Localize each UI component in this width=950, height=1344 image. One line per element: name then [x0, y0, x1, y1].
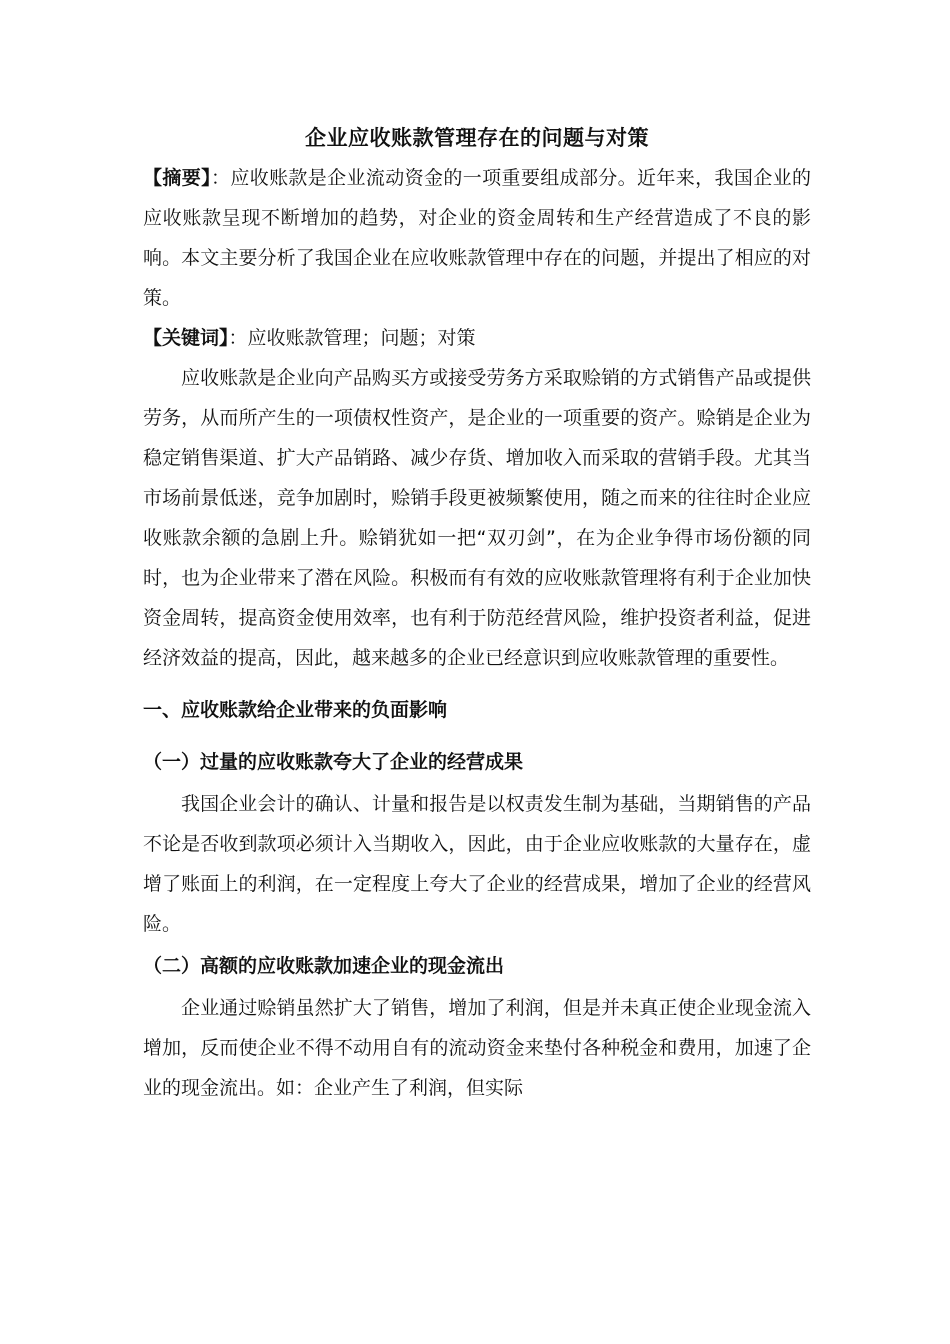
abstract-label: 【摘要】	[143, 167, 211, 189]
keywords-label: 【关键词】	[143, 327, 229, 349]
section-1-heading: 一、应收账款给企业带来的负面影响	[143, 699, 448, 721]
subsection-2-heading: （二）高额的应收账款加速企业的现金流出	[143, 955, 505, 977]
subsection-2-paragraph: 企业通过赊销虽然扩大了销售，增加了利润，但是并未真正使企业现金流入增加，反而使企业不得不动用自有的流动资金来垫付各种税金和费用，加速了企业的现金流出。如：企业产生了利润，但实际	[143, 997, 811, 1099]
subsection-1-heading: （一）过量的应收账款夸大了企业的经营成果	[143, 751, 524, 773]
abstract-text: ：应收账款是企业流动资金的一项重要组成部分。近年来，我国企业的应收账款呈现不断增加的趋势，对企业的资金周转和生产经营造成了不良的影响。本文主要分析了我国企业在应收账款管理中存在的问题，并提出了相应的对策。	[143, 167, 811, 309]
keywords-paragraph	[143, 318, 811, 358]
subsection-1-paragraph: 我国企业会计的确认、计量和报告是以权责发生制为基础，当期销售的产品不论是否收到款项必须计入当期收入，因此，由于企业应收账款的大量存在，虚增了账面上的利润，在一定程度上夸大了企业的经营成果，增加了企业的经营风险。	[143, 793, 811, 935]
document-page	[143, 118, 811, 1108]
abstract-paragraph	[143, 158, 811, 318]
keywords-text: ：应收账款管理；问题；对策	[228, 327, 476, 349]
document-title: 企业应收账款管理存在的问题与对策	[305, 126, 649, 150]
intro-paragraph: 应收账款是企业向产品购买方或接受劳务方采取赊销的方式销售产品或提供劳务，从而所产生的一项债权性资产，是企业的一项重要的资产。赊销是企业为稳定销售渠道、扩大产品销路、减少存货、增加收入而采取的营销手段。尤其当市场前景低迷，竞争加剧时，赊销手段更被频繁使用，随之而来的往往时企业应收账款余额的急剧上升。赊销犹如一把“双刃剑”，在为企业争得市场份额的同时，也为企业带来了潜在风险。积极而有有效的应收账款管理将有利于企业加快资金周转，提高资金使用效率，也有利于防范经营风险，维护投资者利益，促进经济效益的提高，因此，越来越多的企业已经意识到应收账款管理的重要性。	[143, 367, 811, 669]
